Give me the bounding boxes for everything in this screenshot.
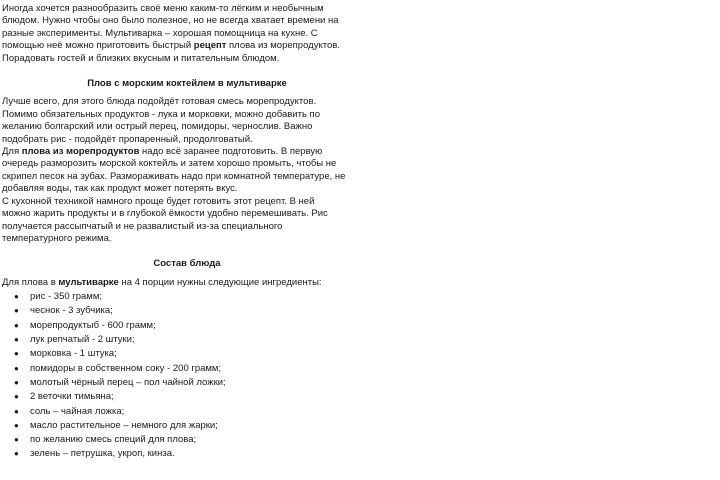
list-item [2,319,372,333]
ingredient-text: морепродуктыб - 600 грамм; [30,319,156,331]
intro-paragraph [2,3,372,65]
ingredients-intro-tail: на 4 порции нужны следующие ингредиенты: [118,276,322,288]
seafood-pilaf-link[interactable]: плова из морепродуктов [21,146,140,158]
pilaf-line-10: можно жарить продукты и в глубокой ёмкости удобно перемешивать. Рис [2,208,328,220]
list-item [2,447,372,461]
bullet-icon: ● [14,406,19,416]
ingredient-text: морковка - 1 штука; [30,348,117,360]
pilaf-line-2: Помимо обязательных продуктов - лука и морковки, можно добавить по [2,108,320,120]
intro-line-4-tail: плова из морепродуктов. [226,40,340,52]
intro-line-4-text: помощью неё можно приготовить быстрый [2,40,194,52]
section-heading-pilaf: Плов с морским коктейлем в мультиварке [87,78,287,90]
ingredients-list [2,290,372,462]
ingredient-text: масло растительное – немного для жарки; [30,419,218,431]
pilaf-line-5-tail: надо всё заранее подготовить. В первую [139,146,323,158]
intro-line-1: Иногда хочется разнообразить своё меню каким-то лёгким и необычным [2,3,324,14]
ingredient-text: зелень – петрушка, укроп, кинза. [30,448,175,460]
bullet-icon: ● [14,335,19,345]
pilaf-line-12: температурного режима. [2,232,112,244]
intro-line-3: разные эксперименты. Мультиварка – хорошая помощница на кухне. С [2,27,318,39]
intro-line-2: блюдом. Нужно чтобы оно было полезное, но не всегда хватает времени на [2,15,339,27]
bullet-icon: ● [14,320,19,330]
pilaf-line-8: добавляя воды, так как продукт может потерять вкус. [2,183,238,195]
article [2,3,372,462]
ingredient-text: по желанию смесь специй для плова; [30,434,197,446]
bullet-icon: ● [14,420,19,430]
pilaf-paragraph [2,96,372,245]
bullet-icon: ● [14,306,19,316]
bullet-icon: ● [14,449,19,459]
intro-line-5: Порадовать гостей и близких вкусным и питательным блюдом. [2,52,280,64]
pilaf-line-6: очередь разморозить морской коктейль и затем хорошо промыть, чтобы не [2,158,337,170]
ingredient-text: помидоры в собственном соку - 200 грамм; [30,362,222,374]
bullet-icon: ● [14,292,19,302]
pilaf-line-9: С кухонной техникой намного проще будет готовить этот рецепт. В ней [2,195,315,207]
list-item [2,304,372,318]
bullet-icon: ● [14,435,19,445]
list-item [2,419,372,433]
ingredient-text: рис - 350 грамм; [30,291,103,303]
list-item [2,333,372,347]
section-heading-ingredients: Состав блюда [153,258,221,270]
pilaf-line-1: Лучше всего, для этого блюда подойдёт готовая смесь морепродуктов. [2,96,317,108]
ingredient-text: чеснок - 3 зубчика; [30,305,113,317]
pilaf-line-3: желанию болгарский или острый перец, помидоры, чернослив. Важно [2,121,313,133]
recipe-link[interactable]: рецепт [193,40,227,52]
bullet-icon: ● [14,392,19,402]
ingredients-intro [2,277,372,289]
list-item [2,290,372,304]
list-item [2,347,372,361]
bullet-icon: ● [14,363,19,373]
pilaf-line-11: получается рассыпчатый и не развалистый из-за специального [2,220,283,232]
ingredient-text: 2 веточки тимьяна; [30,391,114,403]
ingredients-intro-text: Для плова в [2,276,59,288]
bullet-icon: ● [14,377,19,387]
pilaf-line-4: подобрать рис - подойдёт пропаренный, продолговатый. [2,133,253,145]
list-item [2,433,372,447]
pilaf-line-7: скрипел песок на зубах. Размораживать надо при комнатной температуре, не [2,170,346,182]
list-item [2,405,372,419]
ingredient-text: соль – чайная ложка; [30,405,125,417]
ingredient-text: лук репчатый - 2 штуки; [30,334,135,346]
list-item [2,376,372,390]
list-item [2,390,372,404]
ingredient-text: молотый чёрный перец – пол чайной ложки; [30,376,226,388]
intro-line-4 [2,40,372,52]
multicooker-link[interactable]: мультиварке [58,276,119,288]
bullet-icon: ● [14,349,19,359]
ingredients-intro-line [2,277,372,289]
pilaf-line-5-text: Для [2,146,22,158]
list-item [2,362,372,376]
pilaf-line-5 [2,146,372,158]
